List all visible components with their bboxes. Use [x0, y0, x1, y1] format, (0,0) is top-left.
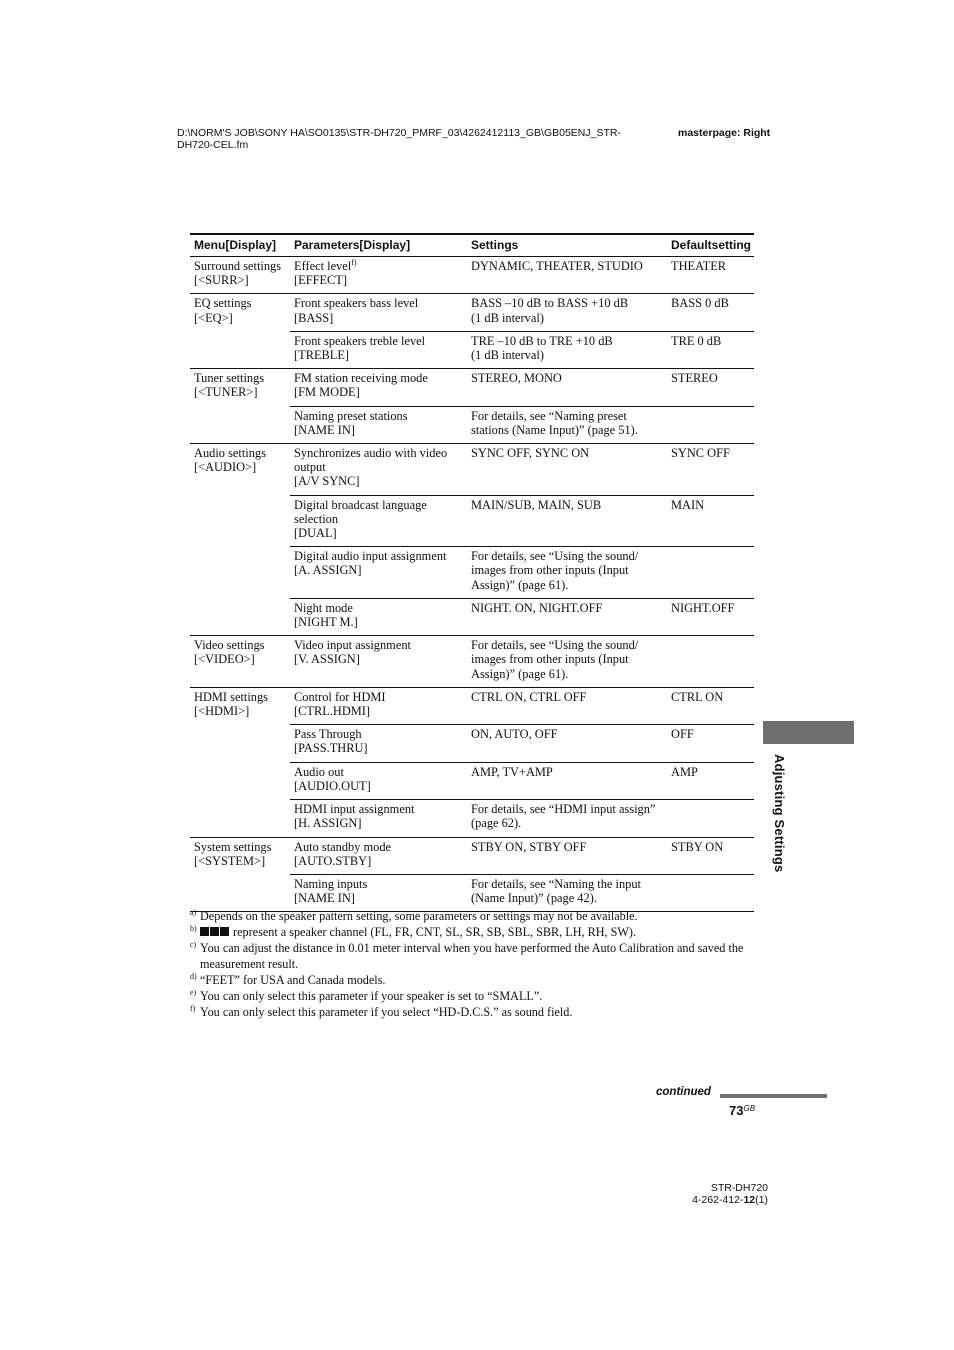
masterpage-label: masterpage: Right — [678, 127, 771, 139]
footnote-text: You can only select this parameter if you select “HD-D.C.S.” as sound field. — [200, 1005, 573, 1019]
settings-cell — [467, 331, 667, 368]
settings-line: images from other inputs (Input — [471, 563, 629, 578]
parameter-text: output — [294, 460, 326, 475]
settings-line: CTRL ON, CTRL OFF — [471, 689, 587, 704]
column-header-line: setting — [711, 238, 752, 252]
parameter-line — [294, 765, 463, 779]
settings-line: For details, see “Using the sound/ — [471, 638, 639, 653]
parameter-text: [TREBLE] — [294, 348, 350, 363]
table-body — [190, 257, 754, 912]
default-cell: OFF — [667, 725, 754, 762]
default-cell — [667, 406, 754, 443]
section-tab-marker — [763, 721, 854, 744]
model-code-bold: 12 — [743, 1194, 756, 1206]
parameter-cell — [290, 331, 467, 368]
channel-placeholder-icon — [200, 927, 209, 936]
continued-label: continued — [656, 1086, 711, 1098]
parameter-line — [294, 615, 463, 629]
parameter-line — [294, 690, 463, 704]
parameter-text: [EFFECT] — [294, 273, 348, 288]
page-number-value: 73 — [729, 1103, 744, 1118]
menu-cell — [190, 444, 290, 636]
parameter-cell — [290, 257, 467, 294]
menu-line: HDMI settings — [194, 689, 268, 704]
settings-cell — [467, 874, 667, 911]
column-header-line: Default — [671, 238, 712, 252]
settings-line: STEREO, MONO — [471, 371, 562, 386]
default-cell: MAIN — [667, 495, 754, 547]
parameter-text: [A/V SYNC] — [294, 474, 360, 489]
parameter-line — [294, 371, 463, 385]
parameter-line — [294, 296, 463, 310]
parameter-text: Pass Through — [294, 727, 362, 742]
settings-line: For details, see “Naming preset — [471, 408, 627, 423]
channel-placeholder-icon — [220, 927, 229, 936]
menu-line: Audio settings — [194, 446, 266, 461]
settings-line: (Name Input)” (page 42). — [471, 891, 597, 906]
settings-cell — [467, 762, 667, 799]
footnotes — [190, 908, 756, 1020]
settings-cell — [467, 547, 667, 599]
settings-line: For details, see “Naming the input — [471, 876, 641, 891]
parameter-cell — [290, 495, 467, 547]
model-code-prefix: 4-262-412- — [692, 1194, 744, 1206]
parameter-line — [294, 385, 463, 399]
parameter-line — [294, 891, 463, 905]
default-cell — [667, 800, 754, 837]
column-header-line: Menu — [194, 238, 226, 252]
settings-cell — [467, 444, 667, 496]
settings-line: BASS –10 dB to BASS +10 dB — [471, 296, 629, 311]
table-row — [190, 369, 754, 406]
parameter-line — [294, 840, 463, 854]
column-header-parameters — [290, 234, 467, 257]
settings-line: (1 dB interval) — [471, 310, 544, 325]
column-header-menu — [190, 234, 290, 257]
model-info — [690, 1182, 768, 1206]
section-tab-label: Adjusting Settings — [772, 754, 787, 873]
settings-cell — [467, 598, 667, 635]
menu-line: Tuner settings — [194, 371, 265, 386]
page-number — [729, 1103, 755, 1118]
parameter-cell — [290, 762, 467, 799]
parameter-text: [NAME IN] — [294, 422, 355, 437]
settings-line: DYNAMIC, THEATER, STUDIO — [471, 259, 643, 273]
parameter-text: [CTRL.HDMI] — [294, 704, 371, 719]
default-cell: AMP — [667, 762, 754, 799]
table-row — [190, 294, 754, 331]
menu-line: EQ settings — [194, 296, 252, 311]
parameter-text: Effect level — [294, 259, 352, 273]
column-header-default — [667, 234, 754, 257]
settings-cell — [467, 406, 667, 443]
table-row — [190, 257, 754, 294]
continued-rule — [720, 1094, 827, 1098]
menu-line: Surround settings — [194, 259, 282, 273]
parameter-text: [H. ASSIGN] — [294, 816, 362, 831]
menu-line: Video settings — [194, 638, 265, 653]
menu-line: [<SURR>] — [194, 273, 249, 288]
parameter-text: Audio out — [294, 764, 344, 779]
parameter-text: Naming preset stations — [294, 408, 408, 423]
parameter-text: Night mode — [294, 600, 353, 615]
parameter-line — [294, 311, 463, 325]
menu-cell — [190, 369, 290, 444]
parameter-cell — [290, 687, 467, 724]
parameter-text: Synchronizes audio with video — [294, 446, 448, 461]
parameter-text: [PASS.THRU] — [294, 741, 368, 756]
parameter-line — [294, 816, 463, 830]
table-header-row — [190, 234, 754, 257]
settings-line: Assign)” (page 61). — [471, 666, 569, 681]
menu-cell — [190, 257, 290, 294]
menu-line: [<HDMI>] — [194, 704, 250, 719]
footnote — [190, 972, 756, 988]
footnote — [190, 988, 756, 1004]
footnote-mark: f) — [190, 1004, 196, 1013]
parameter-text: Digital audio input assignment — [294, 549, 447, 564]
default-cell: SYNC OFF — [667, 444, 754, 496]
parameter-line — [294, 446, 463, 460]
parameter-text: selection — [294, 511, 339, 526]
parameter-line — [294, 512, 463, 526]
footnote — [190, 940, 756, 972]
parameter-cell — [290, 406, 467, 443]
settings-line: TRE –10 dB to TRE +10 dB — [471, 333, 613, 348]
parameter-line — [294, 854, 463, 868]
menu-cell — [190, 687, 290, 837]
footnote-text: You can only select this parameter if your speaker is set to “SMALL”. — [200, 989, 543, 1003]
parameter-cell — [290, 547, 467, 599]
parameter-line — [294, 334, 463, 348]
settings-line: SYNC OFF, SYNC ON — [471, 446, 590, 461]
settings-line: Assign)” (page 61). — [471, 577, 569, 592]
parameter-line — [294, 601, 463, 615]
footnote — [190, 908, 756, 924]
settings-line: ON, AUTO, OFF — [471, 727, 558, 742]
menu-line: [<TUNER>] — [194, 385, 258, 400]
parameter-cell — [290, 800, 467, 837]
default-cell: NIGHT.OFF — [667, 598, 754, 635]
column-header-line: Parameters — [294, 238, 360, 252]
menu-line: [<SYSTEM>] — [194, 853, 266, 868]
settings-cell — [467, 369, 667, 406]
parameter-line — [294, 704, 463, 718]
parameter-cell — [290, 598, 467, 635]
parameter-text: [A. ASSIGN] — [294, 563, 362, 578]
parameter-line — [294, 498, 463, 512]
footnote — [190, 1004, 756, 1020]
column-header-line: Settings — [471, 238, 519, 252]
default-cell: TRE 0 dB — [667, 331, 754, 368]
settings-line: (1 dB interval) — [471, 348, 544, 363]
parameter-cell — [290, 837, 467, 874]
default-cell: THEATER — [667, 257, 754, 294]
column-header-settings — [467, 234, 667, 257]
settings-line: For details, see “HDMI input assign” — [471, 802, 656, 817]
footnote-text: represent a speaker channel (FL, FR, CNT, SL, SR, SB, SBL, SBR, LH, RH, SW). — [230, 925, 637, 939]
parameter-text: [AUDIO.OUT] — [294, 778, 371, 793]
default-cell: STEREO — [667, 369, 754, 406]
settings-cell — [467, 495, 667, 547]
file-path-header: D:\NORM'S JOB\SONY HA\SO0135\STR-DH720_PMRF_03\4262412113_GB\GB05ENJ_STR-DH720-CEL.fm — [177, 127, 621, 151]
footnote-mark: b) — [190, 924, 197, 933]
footnote-text: You can adjust the distance in 0.01 meter interval when you have performed the Auto Calibration and saved the measurement result. — [200, 941, 744, 971]
parameter-cell — [290, 369, 467, 406]
parameter-text: Front speakers bass level — [294, 296, 419, 311]
table-row — [190, 687, 754, 724]
parameter-cell — [290, 725, 467, 762]
settings-cell — [467, 257, 667, 294]
parameter-text: FM station receiving mode — [294, 371, 428, 386]
parameter-line — [294, 460, 463, 474]
default-cell: STBY ON — [667, 837, 754, 874]
settings-cell — [467, 636, 667, 688]
parameter-line — [294, 474, 463, 488]
default-cell: BASS 0 dB — [667, 294, 754, 331]
settings-cell — [467, 294, 667, 331]
parameter-line — [294, 727, 463, 741]
default-cell — [667, 547, 754, 599]
settings-cell — [467, 837, 667, 874]
footnote-ref: f) — [351, 257, 357, 267]
settings-cell — [467, 725, 667, 762]
parameter-text: [NIGHT M.] — [294, 615, 358, 630]
default-cell: CTRL ON — [667, 687, 754, 724]
settings-cell — [467, 687, 667, 724]
settings-line: MAIN/SUB, MAIN, SUB — [471, 497, 602, 512]
column-header-line: [Display] — [359, 238, 411, 252]
parameter-line — [294, 526, 463, 540]
menu-line: [<VIDEO>] — [194, 652, 255, 667]
parameter-cell — [290, 294, 467, 331]
parameter-line — [294, 549, 463, 563]
column-header-line: [Display] — [225, 238, 277, 252]
parameter-text: [DUAL] — [294, 526, 337, 541]
menu-line: [<EQ>] — [194, 310, 233, 325]
model-code — [690, 1194, 768, 1206]
parameter-text: [FM MODE] — [294, 385, 360, 400]
parameter-line — [294, 741, 463, 755]
menu-cell — [190, 837, 290, 912]
page-number-suffix: GB — [743, 1104, 756, 1113]
parameter-text: [BASS] — [294, 310, 334, 325]
parameter-cell — [290, 444, 467, 496]
parameter-line — [294, 563, 463, 577]
table-row — [190, 444, 754, 496]
parameter-line — [294, 779, 463, 793]
model-name: STR-DH720 — [710, 1182, 768, 1194]
parameter-text: Auto standby mode — [294, 839, 392, 854]
parameter-text: [AUTO.STBY] — [294, 853, 372, 868]
default-cell — [667, 636, 754, 688]
menu-line: System settings — [194, 839, 272, 854]
parameter-line — [294, 259, 463, 273]
table-row — [190, 636, 754, 688]
table-row — [190, 837, 754, 874]
settings-line: images from other inputs (Input — [471, 652, 629, 667]
menu-cell — [190, 636, 290, 688]
footnote-text: Depends on the speaker pattern setting, some parameters or settings may not be available. — [200, 909, 638, 923]
settings-line: (page 62). — [471, 816, 522, 831]
parameter-text: Front speakers treble level — [294, 333, 426, 348]
parameter-text: Video input assignment — [294, 638, 411, 653]
parameter-text: Naming inputs — [294, 876, 368, 891]
settings-line: STBY ON, STBY OFF — [471, 839, 587, 854]
footnote-mark: c) — [190, 940, 197, 949]
menu-line: [<AUDIO>] — [194, 460, 257, 475]
settings-line: For details, see “Using the sound/ — [471, 549, 639, 564]
parameter-cell — [290, 874, 467, 911]
parameter-line — [294, 409, 463, 423]
settings-cell — [467, 800, 667, 837]
settings-table — [190, 233, 754, 912]
parameter-cell — [290, 636, 467, 688]
parameter-text: HDMI input assignment — [294, 802, 415, 817]
parameter-text: [NAME IN] — [294, 891, 355, 906]
footnote-mark: e) — [190, 988, 197, 997]
parameter-line — [294, 638, 463, 652]
footnote-mark: d) — [190, 972, 197, 981]
settings-line: AMP, TV+AMP — [471, 764, 553, 779]
parameter-line — [294, 877, 463, 891]
footnote — [190, 924, 756, 940]
parameter-line — [294, 273, 463, 287]
footnote-mark: a) — [190, 908, 197, 917]
channel-placeholder-icon — [210, 927, 219, 936]
parameter-line — [294, 652, 463, 666]
footnote-text: “FEET” for USA and Canada models. — [200, 973, 386, 987]
default-cell — [667, 874, 754, 911]
parameter-line — [294, 802, 463, 816]
settings-line: stations (Name Input)” (page 51). — [471, 422, 638, 437]
settings-line: NIGHT. ON, NIGHT.OFF — [471, 600, 603, 615]
parameter-text: Control for HDMI — [294, 689, 386, 704]
parameter-text: Digital broadcast language — [294, 497, 427, 512]
model-code-suffix: (1) — [755, 1194, 768, 1206]
parameter-text: [V. ASSIGN] — [294, 652, 360, 667]
parameter-line — [294, 348, 463, 362]
parameter-line — [294, 423, 463, 437]
menu-cell — [190, 294, 290, 369]
